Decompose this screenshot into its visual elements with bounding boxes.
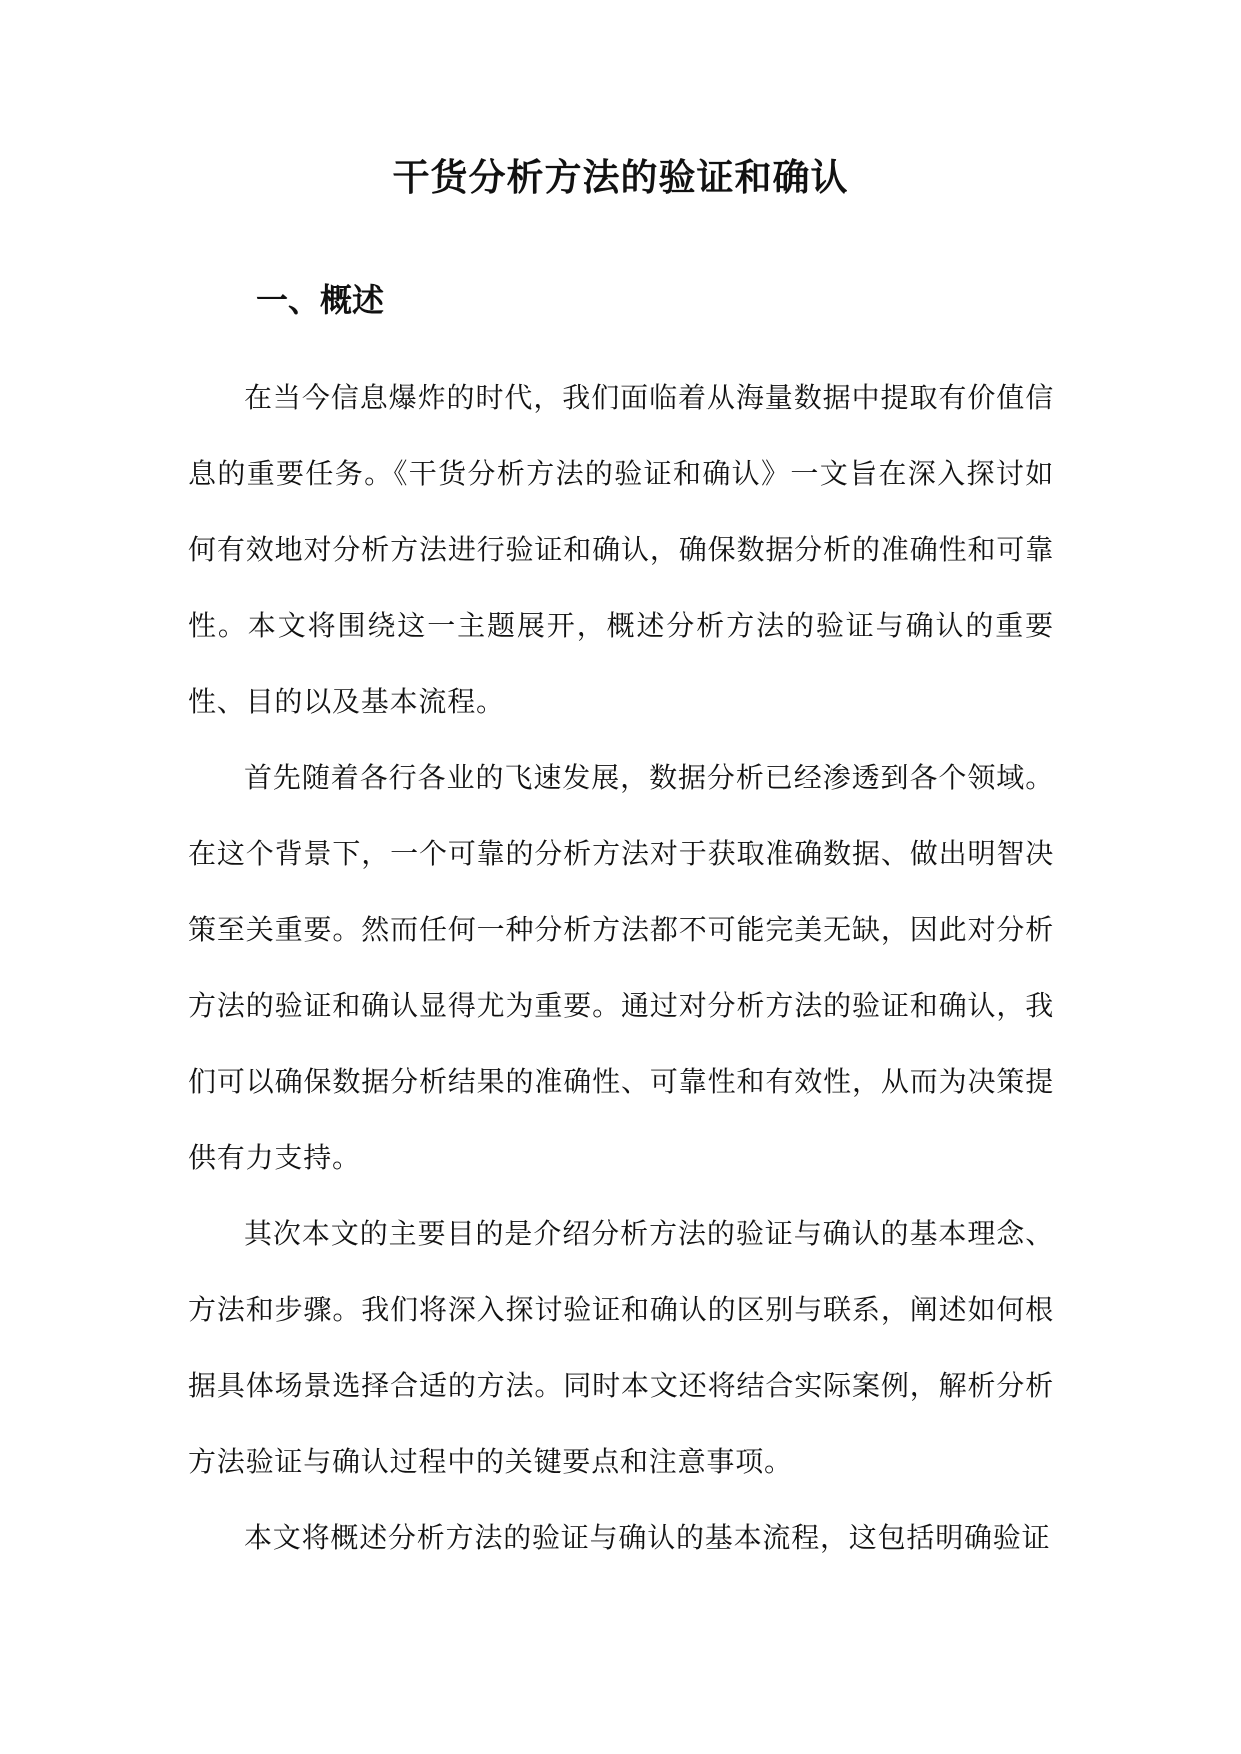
document-title: 干货分析方法的验证和确认 bbox=[392, 155, 849, 199]
body-text bbox=[188, 360, 1054, 1576]
paragraph-2: 首先随着各行各业的飞速发展，数据分析已经渗透到各个领域。在这个背景下，一个可靠的分析方法对于获取准确数据、做出明智决策至关重要。然而任何一种分析方法都不可能完美无缺，因此对分析方法的验证和确认显得尤为重要。通过对分析方法的验证和确认，我们可以确保数据分析结果的准确性、可靠性和有效性，从而为决策提供有力支持。 bbox=[188, 761, 1054, 1174]
paragraph-1: 在当今信息爆炸的时代，我们面临着从海量数据中提取有价值信息的重要任务。《干货分析方法的验证和确认》一文旨在深入探讨如何有效地对分析方法进行验证和确认，确保数据分析的准确性和可靠性。本文将围绕这一主题展开，概述分析方法的验证与确认的重要性、目的以及基本流程。 bbox=[188, 381, 1054, 718]
paragraph-4: 本文将概述分析方法的验证与确认的基本流程，这包括明确验证 bbox=[244, 1521, 1051, 1554]
section-heading-overview: 一、概述 bbox=[256, 281, 385, 319]
paragraph-3: 其次本文的主要目的是介绍分析方法的验证与确认的基本理念、方法和步骤。我们将深入探讨验证和确认的区别与联系，阐述如何根据具体场景选择合适的方法。同时本文还将结合实际案例，解析分析方法验证与确认过程中的关键要点和注意事项。 bbox=[188, 1217, 1054, 1478]
